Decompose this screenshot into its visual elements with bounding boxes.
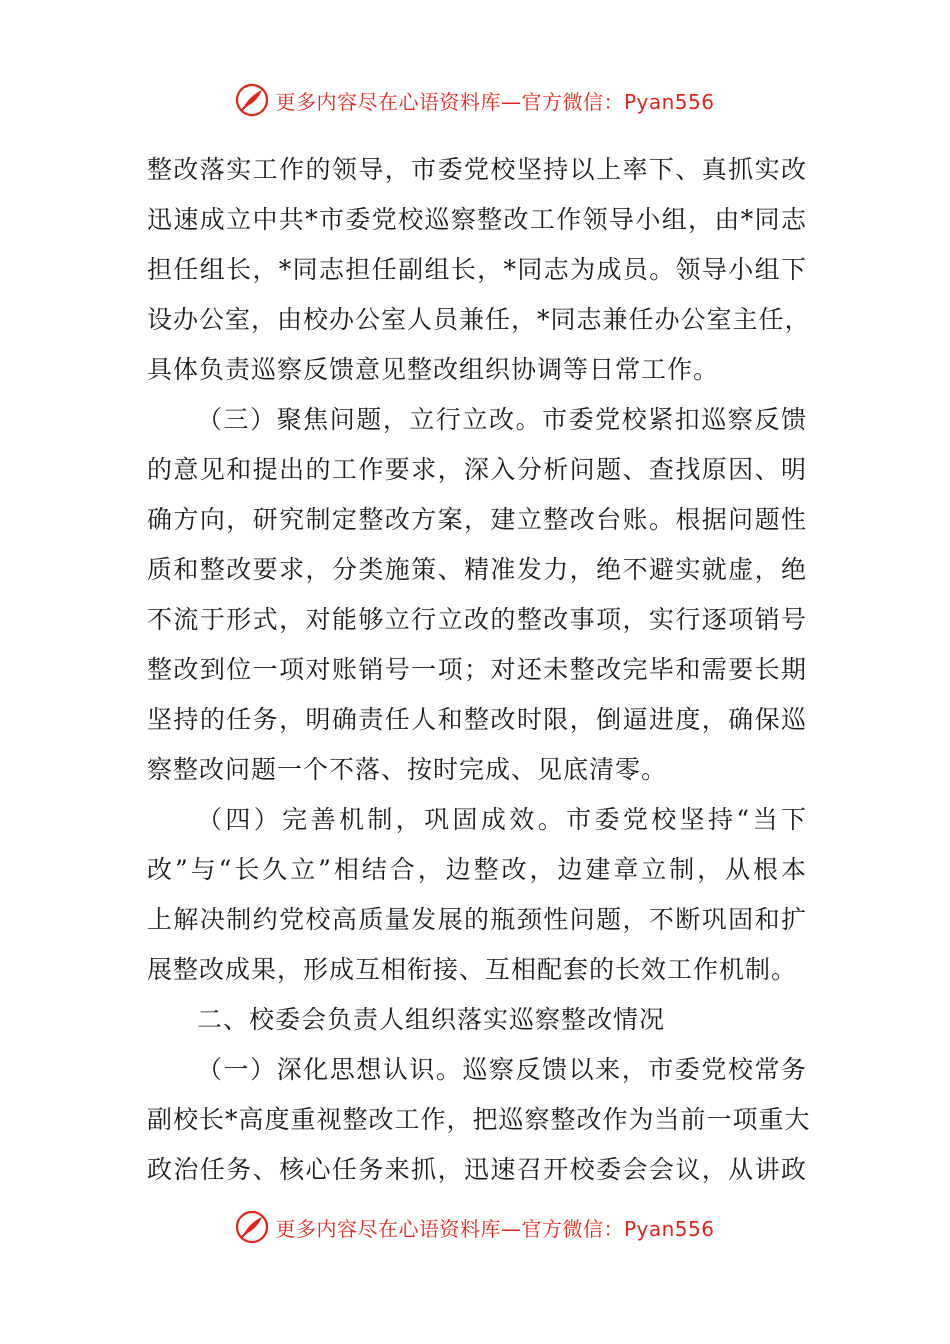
body-line: 政治任务、核心任务来抓，迅速召开校委会会议，从讲政 xyxy=(147,1155,807,1184)
body-line: 具体负责巡察反馈意见整改组织协调等日常工作。 xyxy=(147,355,720,384)
body-line: 改”与“长久立”相结合，边整改，边建章立制，从根本 xyxy=(147,855,807,884)
body-line: 质和整改要求，分类施策、精准发力，绝不避实就虚，绝 xyxy=(147,555,807,584)
footer-banner-text: 更多内容尽在心语资料库—官方微信：Pyan556 xyxy=(275,1216,715,1241)
body-line: 的意见和提出的工作要求，深入分析问题、查找原因、明 xyxy=(147,455,807,484)
paragraph-heading-4: （四）完善机制，巩固成效。市委党校坚持“当下 xyxy=(197,805,807,834)
header-banner-text: 更多内容尽在心语资料库—官方微信：Pyan556 xyxy=(275,89,715,114)
body-line: 担任组长，*同志担任副组长，*同志为成员。领导小组下 xyxy=(147,255,807,284)
body-line: 副校长*高度重视整改工作，把巡察整改作为当前一项重大 xyxy=(147,1105,811,1134)
quill-logo-icon xyxy=(235,1210,269,1244)
section-heading-2: 二、校委会负责人组织落实巡察整改情况 xyxy=(197,1005,666,1034)
body-line: 整改到位一项对账销号一项；对还未整改完毕和需要长期 xyxy=(147,655,807,684)
header-banner xyxy=(0,78,950,122)
quill-logo-icon xyxy=(235,83,269,117)
body-line: 察整改问题一个不落、按时完成、见底清零。 xyxy=(147,755,668,784)
body-line: 不流于形式，对能够立行立改的整改事项，实行逐项销号 xyxy=(147,605,807,634)
body-line: 确方向，研究制定整改方案，建立整改台账。根据问题性 xyxy=(147,505,807,534)
body-line: 迅速成立中共*市委党校巡察整改工作领导小组，由*同志 xyxy=(147,205,807,234)
body-line: 上解决制约党校高质量发展的瓶颈性问题，不断巩固和扩 xyxy=(147,905,807,934)
body-line: 坚持的任务，明确责任人和整改时限，倒逼进度，确保巡 xyxy=(147,705,807,734)
paragraph-heading-1: （一）深化思想认识。巡察反馈以来，市委党校常务 xyxy=(197,1055,807,1084)
footer-banner xyxy=(0,1205,950,1249)
body-line: 设办公室，由校办公室人员兼任，*同志兼任办公室主任， xyxy=(147,305,811,334)
body-line: 展整改成果，形成互相衔接、互相配套的长效工作机制。 xyxy=(147,955,798,984)
body-line: 整改落实工作的领导，市委党校坚持以上率下、真抓实改 xyxy=(147,155,807,184)
paragraph-heading-3: （三）聚焦问题，立行立改。市委党校紧扣巡察反馈 xyxy=(197,405,807,434)
document-body xyxy=(147,145,811,1195)
